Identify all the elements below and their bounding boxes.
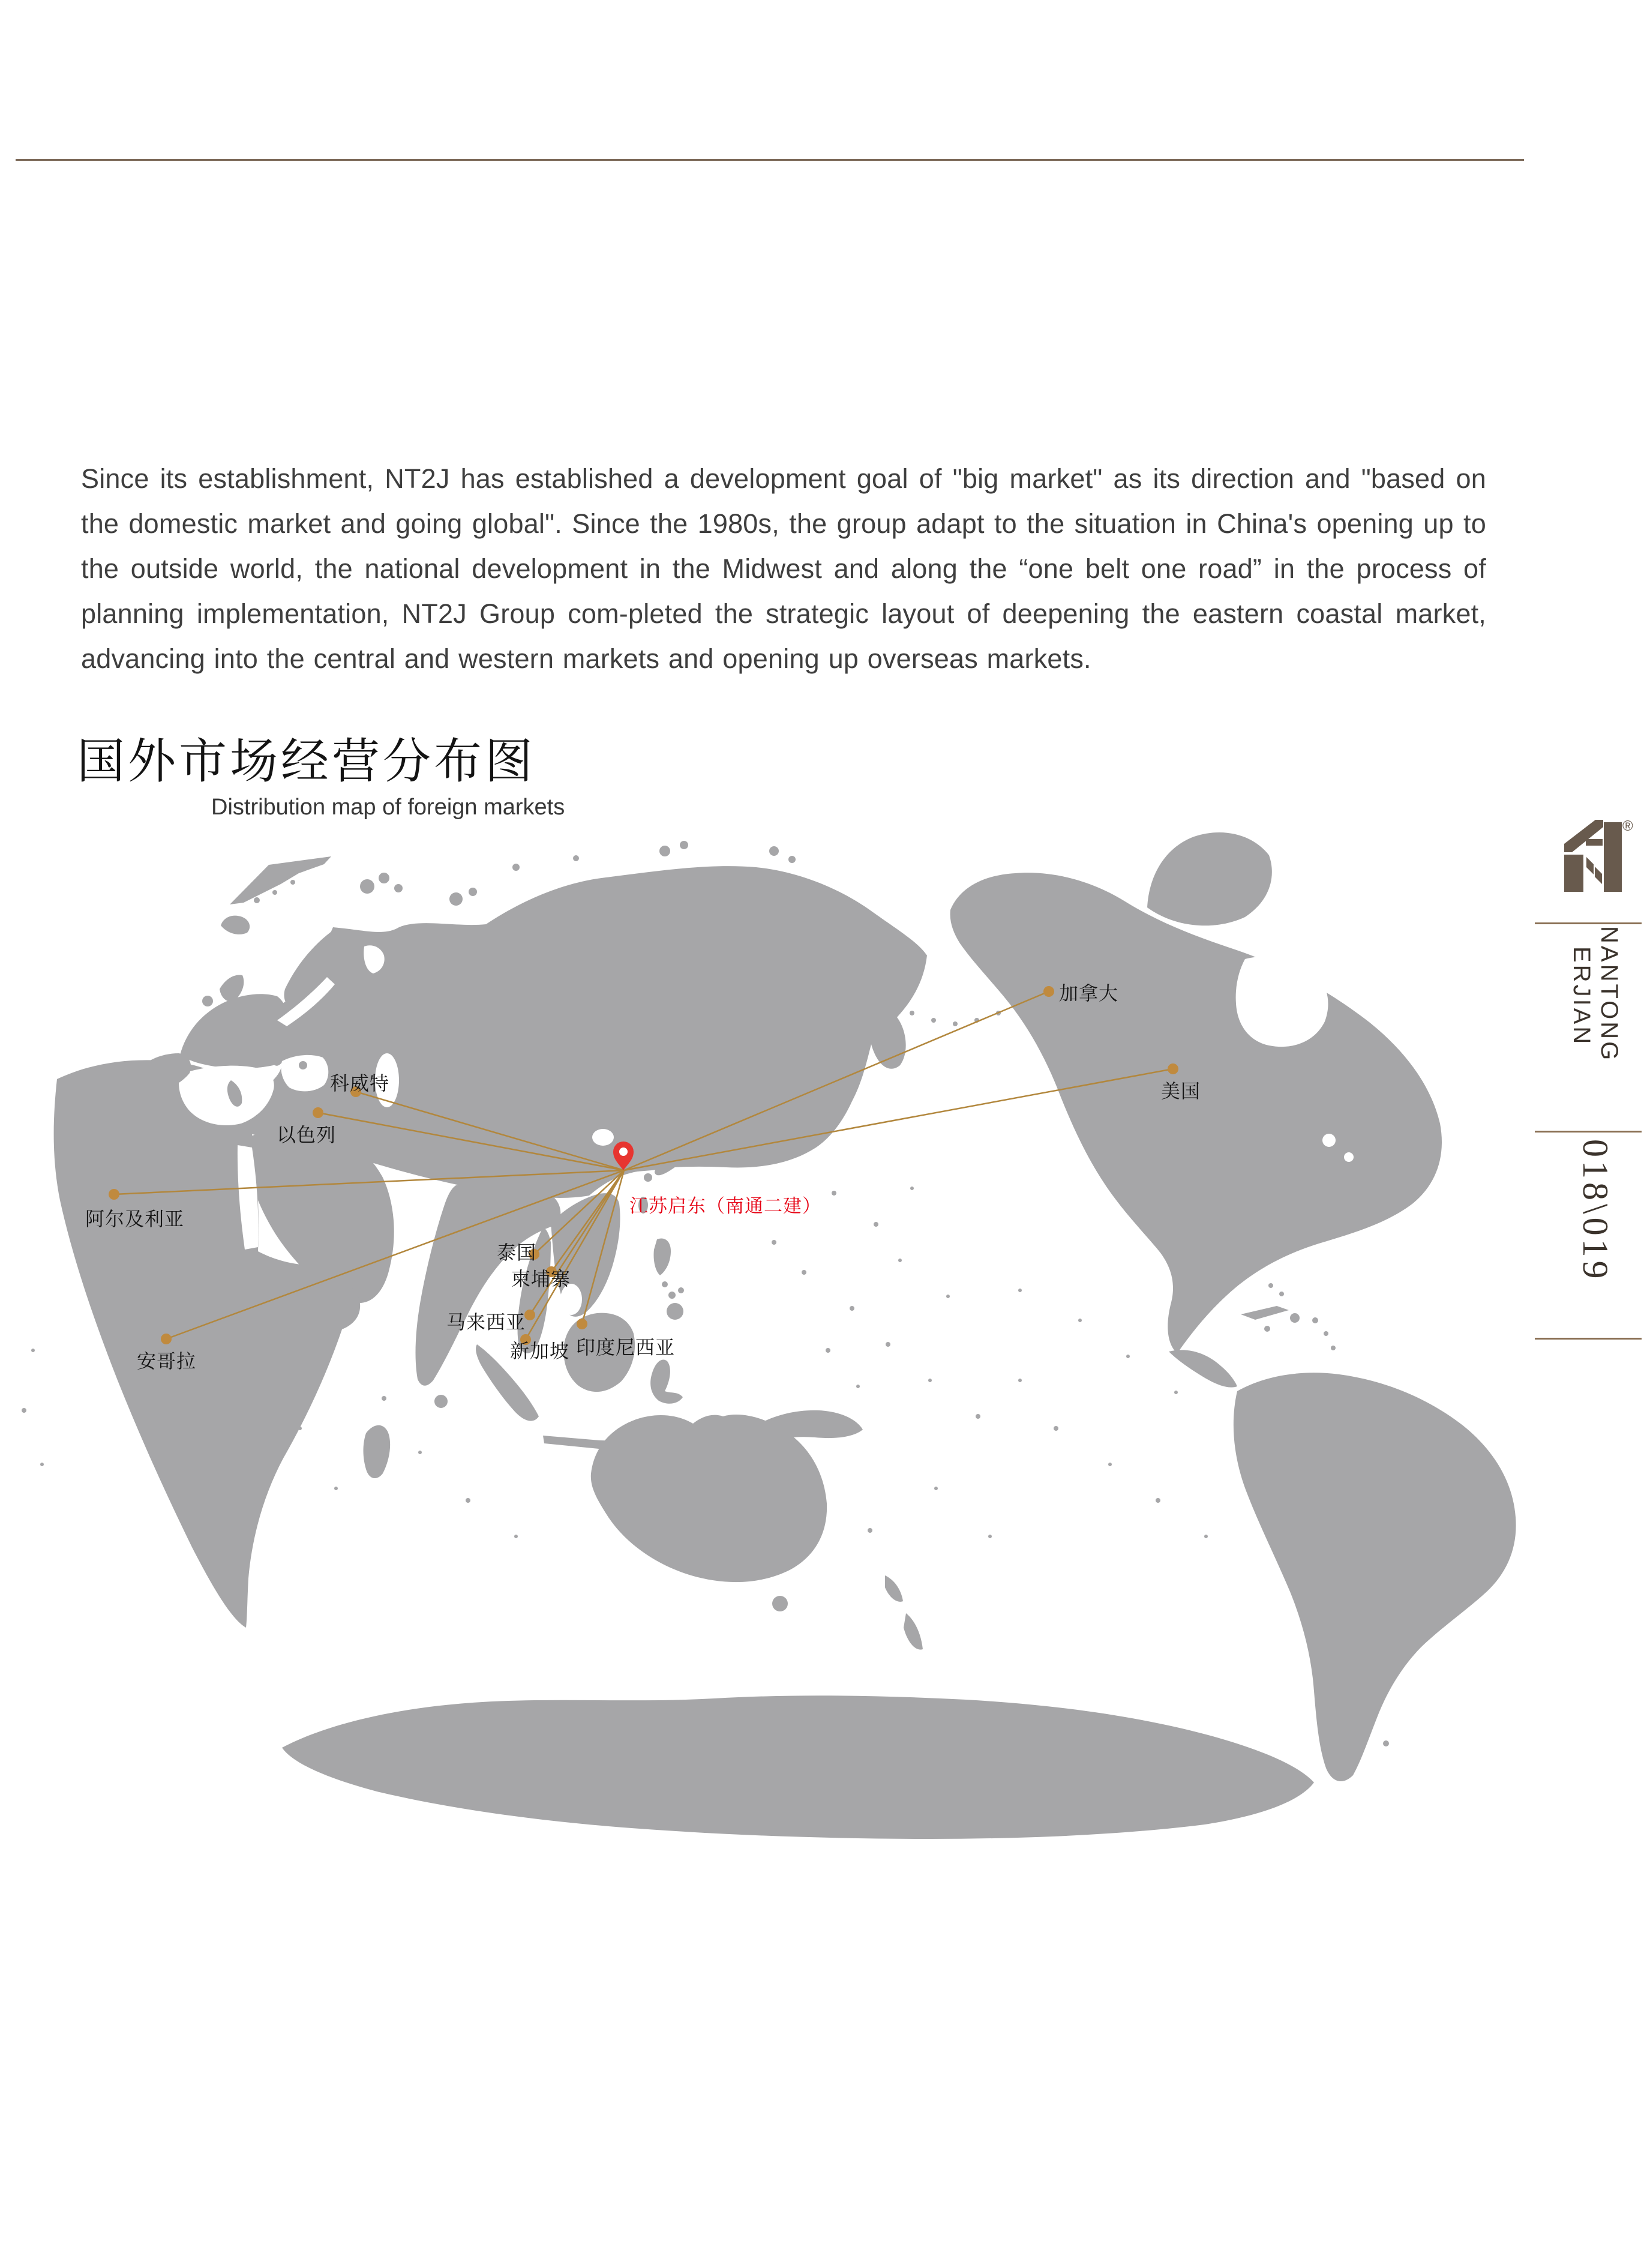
market-dot [313,1107,323,1118]
logo-slash-2 [1595,867,1602,884]
logo-roof-beam [1564,820,1603,852]
hub-label: 江苏启东（南通二建） [629,1196,821,1217]
market-label: 科威特 [330,1072,390,1094]
market-label: 柬埔寨 [511,1268,571,1290]
market-label: 美国 [1161,1080,1201,1102]
brand-line-2: ERJIAN [1568,946,1595,1047]
market-label: 泰国 [497,1242,537,1263]
sidebar-rule-middle [1535,1131,1642,1132]
market-label: 阿尔及利亚 [85,1208,185,1230]
market-label: 安哥拉 [137,1350,197,1372]
market-label: 马来西亚 [446,1311,526,1333]
market-dot [1043,986,1054,997]
market-dot [1168,1063,1178,1074]
intro-paragraph: Since its establishment, NT2J has established a development goal of "big market" as its direction and "based on the domestic market and going global". Since the 1980s, the group adapt to the situation in China's opening up to the outside world, the national development in the Midwest and along the “one belt one road” in the process of planning implementation, NT2J Group com-pleted the strategic layout of deepening the eastern coastal market, advancing into the central and western markets and opening up overseas markets. [81,463,1486,674]
brand-name-vertical [1568,926,1623,1124]
market-dot [577,1319,587,1329]
market-label: 新加坡 [510,1340,570,1362]
logo-left-bar [1564,855,1583,892]
page-title: 国外市场经营分布图 [77,735,536,788]
market-label: 以色列 [277,1124,337,1146]
logo-slash-1 [1586,857,1594,874]
registered-mark: ® [1622,818,1633,834]
brand-line-1: NANTONG [1596,926,1622,1063]
page-subtitle: Distribution map of foreign markets [211,795,565,820]
logo-right-bar [1604,822,1622,892]
market-label: 加拿大 [1059,982,1119,1004]
brand-logo [1559,814,1637,894]
market-dot [524,1310,535,1320]
market-dot [109,1189,119,1200]
page-number: 018\019 [1576,1139,1615,1283]
sidebar-rule-top [1535,922,1642,924]
market-dot [161,1334,172,1344]
market-label: 印度尼西亚 [576,1337,676,1358]
logo-cross-bar [1586,839,1603,846]
sidebar-rule-bottom [1535,1338,1642,1340]
